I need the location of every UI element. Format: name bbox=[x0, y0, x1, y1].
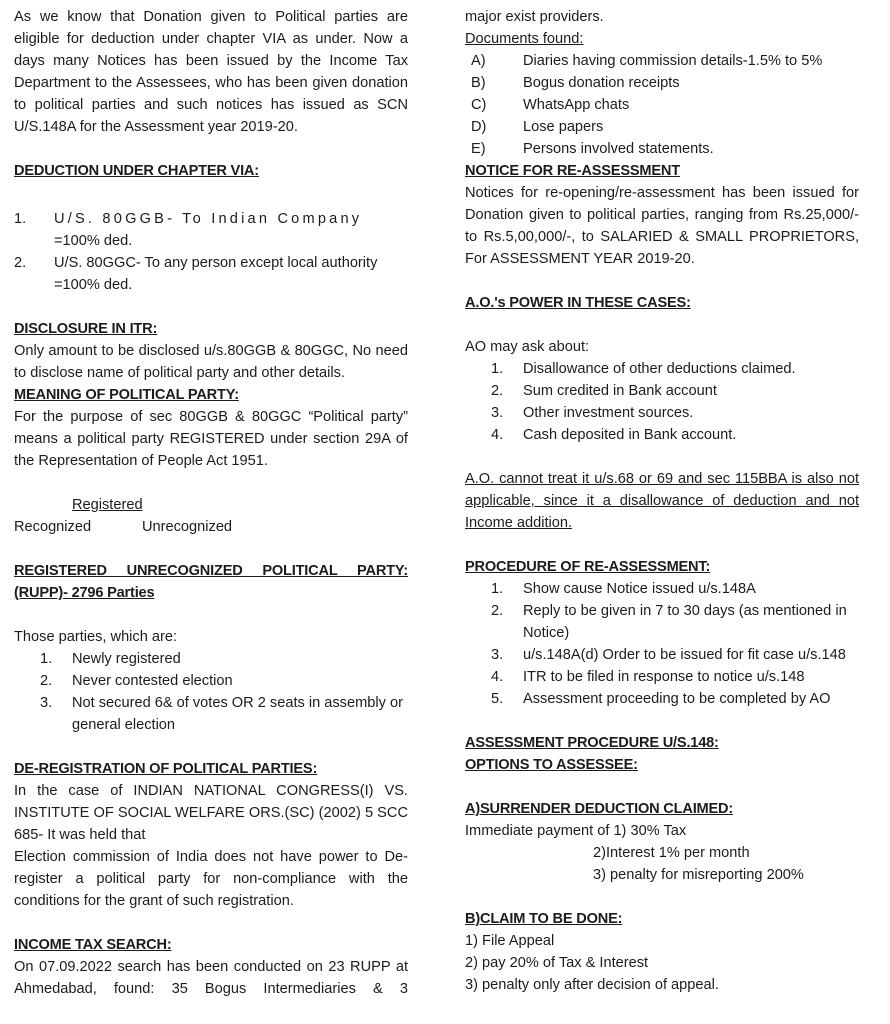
ao-item bbox=[465, 358, 859, 380]
documents-found-heading: Documents found: bbox=[465, 31, 584, 47]
deduction-heading: DEDUCTION UNDER CHAPTER VIA: bbox=[14, 163, 259, 179]
disclosure-text: Only amount to be disclosed u/s.80GGB & 80GGC, No need to disclose name of political party and other details. bbox=[14, 343, 408, 381]
claim-item: 1) File Appeal bbox=[465, 933, 555, 949]
procedure-item-number: 3. bbox=[491, 647, 504, 663]
procedure-item-number: 2. bbox=[491, 603, 504, 619]
claim-item: 2) pay 20% of Tax & Interest bbox=[465, 955, 649, 971]
procedure-item-text: Assessment proceeding to be completed by AO bbox=[523, 691, 831, 707]
left-column bbox=[14, 6, 408, 1000]
options-heading: OPTIONS TO ASSESSEE: bbox=[465, 757, 638, 773]
document-item bbox=[465, 138, 859, 160]
procedure-item-text: Reply to be given in 7 to 30 days (as mentioned in Notice) bbox=[523, 603, 847, 641]
deduction-item-text: U/S. 80GGC- To any person except local authority bbox=[54, 255, 378, 271]
ao-item-text: Cash deposited in Bank account. bbox=[523, 427, 737, 443]
classification-row bbox=[14, 516, 408, 538]
deduction-item bbox=[14, 208, 408, 252]
document-item-text: Bogus donation receipts bbox=[523, 75, 680, 91]
meaning-heading: MEANING OF POLITICAL PARTY: bbox=[14, 387, 239, 403]
surrender-penalty-text: 3) penalty for misreporting 200% bbox=[593, 867, 804, 883]
rupp-item-number: 2. bbox=[40, 673, 53, 689]
procedure-item-number: 4. bbox=[491, 669, 504, 685]
claim-item: 3) penalty only after decision of appeal. bbox=[465, 977, 719, 993]
ao-item-number: 2. bbox=[491, 383, 504, 399]
procedure-item-text: Show cause Notice issued u/s.148A bbox=[523, 581, 756, 597]
deduction-item-text: U/S. 80GGB- To Indian Company bbox=[54, 211, 363, 227]
document-item-letter: A) bbox=[471, 53, 486, 69]
procedure-item-text: ITR to be filed in response to notice u/s.148 bbox=[523, 669, 805, 685]
ao-item-text: Other investment sources. bbox=[523, 405, 694, 421]
income-tax-search-text: On 07.09.2022 search has been conducted on 23 RUPP at Ahmedabad, found: 35 Bogus Intermediaries & 3 bbox=[14, 959, 408, 997]
rupp-item bbox=[14, 692, 408, 736]
rupp-heading: REGISTERED UNRECOGNIZED POLITICAL PARTY: bbox=[14, 563, 408, 579]
ao-item-text: Sum credited in Bank account bbox=[523, 383, 717, 399]
ao-item bbox=[465, 380, 859, 402]
document-item-text: WhatsApp chats bbox=[523, 97, 630, 113]
ao-item bbox=[465, 402, 859, 424]
registered-label: Registered bbox=[72, 497, 143, 513]
ao-intro-text: AO may ask about: bbox=[465, 339, 590, 355]
procedure-item bbox=[465, 644, 859, 666]
document-item-letter: E) bbox=[471, 141, 486, 157]
rupp-heading-count: (RUPP)- 2796 Parties bbox=[14, 585, 155, 601]
document-item bbox=[465, 94, 859, 116]
document-item-text: Lose papers bbox=[523, 119, 604, 135]
ao-power-heading: A.O.'s POWER IN THESE CASES: bbox=[465, 295, 691, 311]
surrender-tax-text: Immediate payment of 1) 30% Tax bbox=[465, 823, 687, 839]
document-item-text: Diaries having commission details-1.5% to 5% bbox=[523, 53, 823, 69]
procedure-item bbox=[465, 578, 859, 600]
document-item bbox=[465, 72, 859, 94]
rupp-item-text: Never contested election bbox=[72, 673, 233, 689]
those-parties-text: Those parties, which are: bbox=[14, 629, 178, 645]
ao-item-number: 1. bbox=[491, 361, 504, 377]
document-item bbox=[465, 116, 859, 138]
disclosure-heading: DISCLOSURE IN ITR: bbox=[14, 321, 158, 337]
document-item-letter: D) bbox=[471, 119, 487, 135]
rupp-item-text: Newly registered bbox=[72, 651, 181, 667]
procedure-item bbox=[465, 688, 859, 710]
deregistration-held-text: Election commission of India does not have power to De-register a political party for non-compliance with the conditions for the grant of such registration. bbox=[14, 849, 408, 909]
search-continued-text: major exist providers. bbox=[465, 9, 604, 25]
procedure-item bbox=[465, 666, 859, 688]
right-column bbox=[465, 6, 859, 996]
deregistration-case-text: In the case of INDIAN NATIONAL CONGRESS(I) VS. INSTITUTE OF SOCIAL WELFARE ORS.(SC) (2002) 5 SCC 685- It was held that bbox=[14, 783, 408, 843]
ao-item-number: 4. bbox=[491, 427, 504, 443]
notice-text: Notices for re-opening/re-assessment has been issued for Donation given to political parties, ranging from Rs.25,000/- to Rs.5,00,000/-, to SALARIED & SMALL PROPRIETORS, For ASSESSMENT YEAR 2019-20. bbox=[465, 185, 859, 267]
deduction-item-number: 1. bbox=[14, 211, 27, 227]
document-item-letter: C) bbox=[471, 97, 487, 113]
rupp-item bbox=[14, 648, 408, 670]
ao-item-text: Disallowance of other deductions claimed. bbox=[523, 361, 796, 377]
rupp-item bbox=[14, 670, 408, 692]
intro-paragraph: As we know that Donation given to Political parties are eligible for deduction under chapter VIA as under. Now a days many Notices has been issued by the Income Tax Department to the Assessees, who has been given donation to political parties and such notices has issued as SCN U/S.148A for the Assessment year 2019-20. bbox=[14, 9, 408, 135]
meaning-text: For the purpose of sec 80GGB & 80GGC “Political party” means a political party REGISTERED under section 29A of the Representation of People Act 1951. bbox=[14, 409, 408, 469]
rupp-item-number: 1. bbox=[40, 651, 53, 667]
procedure-item-number: 1. bbox=[491, 581, 504, 597]
procedure-item-number: 5. bbox=[491, 691, 504, 707]
deduction-item-value: =100% ded. bbox=[54, 277, 133, 293]
surrender-interest-text: 2)Interest 1% per month bbox=[593, 845, 750, 861]
procedure-item-text: u/s.148A(d) Order to be issued for fit case u/s.148 bbox=[523, 647, 846, 663]
rupp-item-number: 3. bbox=[40, 695, 53, 711]
rupp-item-text: Not secured 6& of votes OR 2 seats in assembly or general election bbox=[72, 695, 403, 733]
deduction-item-number: 2. bbox=[14, 255, 27, 271]
ao-item-number: 3. bbox=[491, 405, 504, 421]
ao-note-text: A.O. cannot treat it u/s.68 or 69 and sec 115BBA is also not applicable, since it a disallowance of deduction and not Income addition. bbox=[465, 471, 859, 531]
notice-heading: NOTICE FOR RE-ASSESSMENT bbox=[465, 163, 680, 179]
procedure-item bbox=[465, 600, 859, 644]
document-item bbox=[465, 50, 859, 72]
surrender-heading: A)SURRENDER DEDUCTION CLAIMED: bbox=[465, 801, 734, 817]
deduction-item-value: =100% ded. bbox=[54, 233, 133, 249]
income-tax-search-heading: INCOME TAX SEARCH: bbox=[14, 937, 172, 953]
unrecognized-label: Unrecognized bbox=[142, 519, 233, 535]
deregistration-heading: DE-REGISTRATION OF POLITICAL PARTIES: bbox=[14, 761, 318, 777]
assessment-procedure-heading: ASSESSMENT PROCEDURE U/S.148: bbox=[465, 735, 719, 751]
claim-heading: B)CLAIM TO BE DONE: bbox=[465, 911, 623, 927]
document-item-text: Persons involved statements. bbox=[523, 141, 714, 157]
deduction-item bbox=[14, 252, 408, 296]
document-item-letter: B) bbox=[471, 75, 486, 91]
ao-item bbox=[465, 424, 859, 446]
procedure-heading: PROCEDURE OF RE-ASSESSMENT: bbox=[465, 559, 711, 575]
recognized-label: Recognized bbox=[14, 519, 92, 535]
